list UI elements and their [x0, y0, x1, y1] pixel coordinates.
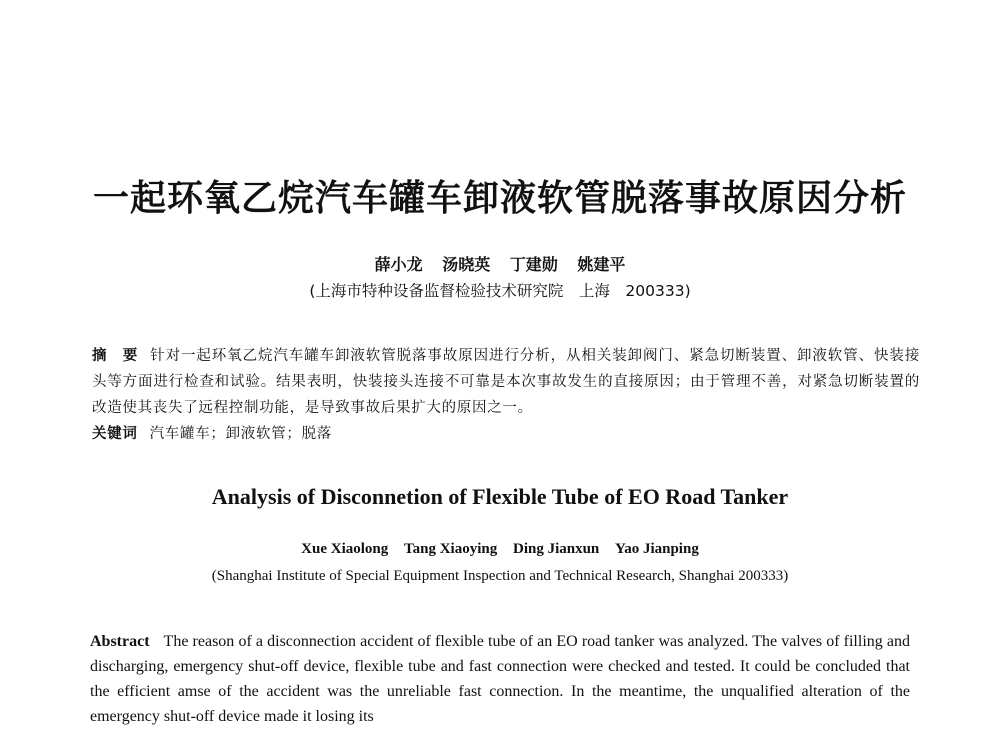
- author-name: 姚建平: [577, 255, 626, 274]
- english-authors: [0, 541, 1000, 558]
- abstract-text: 针对一起环氧乙烷汽车罐车卸液软管脱落事故原因进行分析，从相关装卸阀门、紧急切断装置、卸液软管、快装接头等方面进行检查和试验。结果表明，快装接头连接不可靠是本次事故发生的直接原因；由于管理不善，对紧急切断装置的改造使其丧失了远程控制功能，是导致事故后果扩大的原因之一。: [92, 348, 920, 416]
- keywords-label: 关键词: [92, 426, 138, 442]
- chinese-abstract: [92, 343, 920, 421]
- author-name: Yao Jianping: [615, 541, 699, 557]
- abstract-label: 摘 要: [92, 348, 139, 364]
- english-abstract: [90, 629, 910, 729]
- english-affiliation: (Shanghai Institute of Special Equipment Inspection and Technical Research, Shanghai 200333): [211, 568, 789, 584]
- author-name: Xue Xiaolong: [301, 541, 389, 557]
- author-name: Tang Xiaoying: [404, 541, 498, 557]
- chinese-title: 一起环氧乙烷汽车罐车卸液软管脱落事故原因分析: [92, 177, 907, 219]
- abstract-label: Abstract: [90, 633, 150, 650]
- author-name: 薛小龙: [374, 255, 423, 274]
- english-title: Analysis of Disconnetion of Flexible Tube of EO Road Tanker: [211, 484, 789, 509]
- chinese-affiliation: (上海市特种设备监督检验技术研究院 上海 200333): [309, 282, 691, 300]
- author-name: Ding Jianxun: [512, 541, 600, 557]
- author-name: 丁建勋: [509, 255, 558, 274]
- chinese-authors: [0, 252, 1000, 275]
- chinese-keywords: [92, 421, 920, 447]
- keywords-text: 汽车罐车；卸液软管；脱落: [149, 426, 333, 442]
- author-name: 汤晓英: [442, 255, 491, 274]
- abstract-text: The reason of a disconnection accident of flexible tube of an EO road tanker was analyzed. The valves of filling and discharging, emergency shut-off device, flexible tube and fast connection were checked and tested. It could be concluded that the efficient amse of the accident was the unreliable fast connection. In the meantime, the unqualified alteration of the emergency shut-off device made it losing its: [90, 633, 910, 725]
